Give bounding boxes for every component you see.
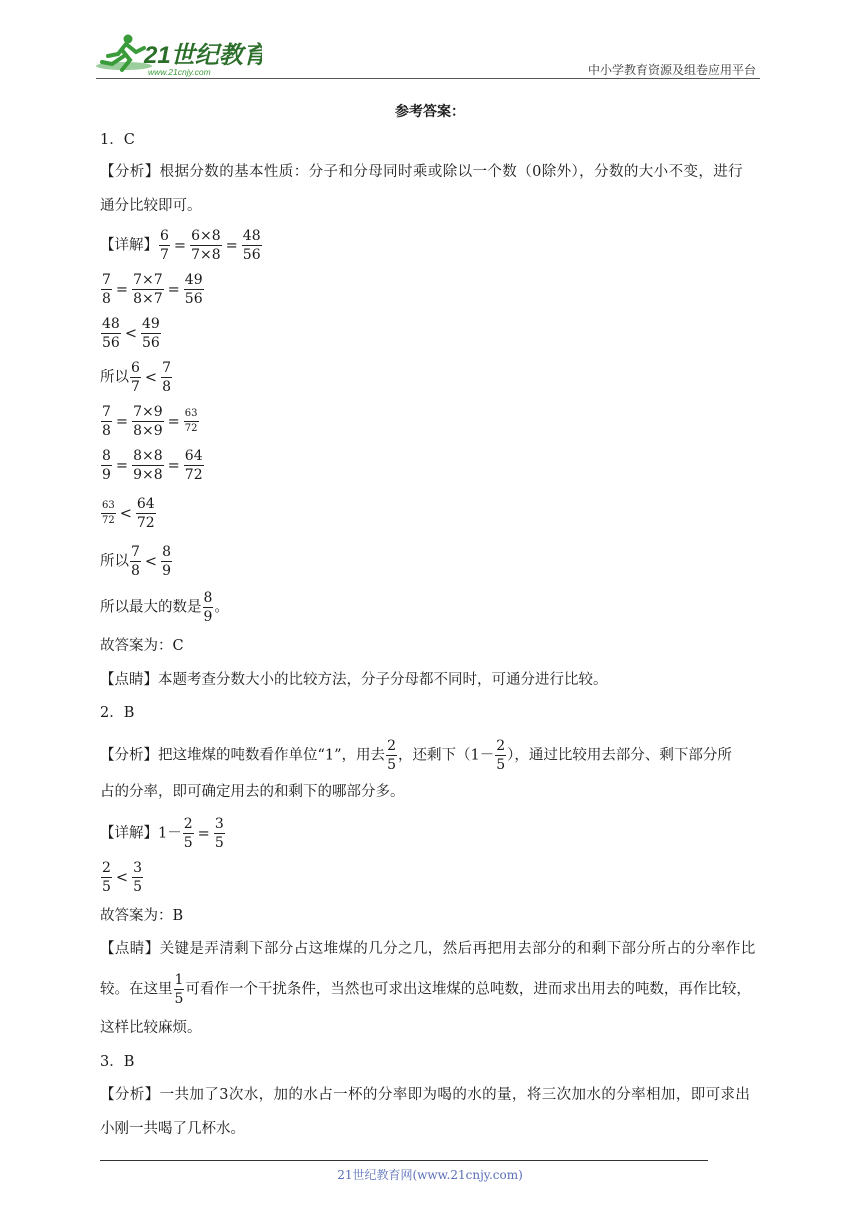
fraction: $\frac{7}{8}$: [162, 360, 171, 395]
page-title: 参考答案：: [395, 104, 465, 120]
q1-detail-line4: 所以 $\frac{6}{7}$ < $\frac{7}{8}$: [100, 360, 171, 395]
q1-number: 1．C: [100, 132, 135, 148]
q2-analysis-line2: 占的分率，即可确定用去的和剩下的哪部分多。: [100, 784, 405, 800]
footer-divider: [100, 1160, 708, 1161]
q1-detail-line2: $\frac{7}{8}$ = $\frac{7\times 7}{8\times 7}$ = $\frac{49}{56}$: [102, 272, 203, 307]
fraction: $\frac{6\times 8}{7\times 8}$: [191, 228, 221, 263]
fraction: $\frac{7\times 7}{8\times 7}$: [133, 272, 163, 307]
fraction: $\frac{8}{9}$: [203, 590, 213, 625]
q2-analysis-line1: 【分析】把这堆煤的吨数看作单位“1”，用去 $\frac{2}{5}$ ，还剩下（1－ $\frac{2}{5}$ ），通过比较用去部分、剩下部分所: [100, 738, 732, 773]
fraction: $\frac{48}{56}$: [242, 228, 261, 263]
q2-comment-line2: 较。在这里 $\frac{1}{5}$ 可看作一个干扰条件，当然也可求出这堆煤的总吨数，进而求出用去的吨数，再作比较，: [100, 972, 751, 1007]
detail-label: 【详解】: [100, 237, 158, 254]
q2-comment-line3: 这样比较麻烦。: [100, 1020, 202, 1036]
q2-number: 2．B: [100, 705, 135, 721]
q1-detail-line7: $\frac{63}{72}$ < $\frac{64}{72}$: [102, 496, 155, 531]
fraction: $\frac{48}{56}$: [102, 316, 120, 351]
fraction: $\frac{6}{7}$: [160, 228, 169, 263]
fraction: $\frac{8\times 8}{9\times 8}$: [133, 448, 163, 483]
fraction: $\frac{2}{5}$: [387, 738, 396, 773]
q3-analysis-line2: 小刚一共喝了几杯水。: [100, 1121, 245, 1137]
fraction: $\frac{49}{56}$: [184, 272, 203, 307]
q2-detail-line2: $\frac{2}{5}$ < $\frac{3}{5}$: [102, 860, 142, 895]
q1-detail-line8: 所以 $\frac{7}{8}$ < $\frac{8}{9}$: [100, 544, 171, 579]
site-name: 中小学教育资源及组卷应用平台: [587, 63, 756, 77]
fraction: $\frac{7}{8}$: [131, 544, 140, 579]
logo-text: 21世纪教育: [144, 42, 262, 69]
q1-detail-line1: 【详解】 $\frac{6}{7}$ = $\frac{6\times 8}{7\times 8}$ = $\frac{48}{56}$: [100, 228, 261, 263]
footer-link[interactable]: 21世纪教育网(www.21cnjy.com): [337, 1168, 523, 1182]
q1-comment: 【点睛】本题考查分数大小的比较方法，分子分母都不同时，可通分进行比较。: [100, 672, 608, 688]
fraction: $\frac{1}{5}$: [174, 972, 184, 1007]
fraction: $\frac{7}{8}$: [102, 404, 111, 439]
q2-answer: 故答案为：B: [100, 908, 184, 924]
q1-detail-line6: $\frac{8}{9}$ = $\frac{8\times 8}{9\times 8}$ = $\frac{64}{72}$: [102, 448, 203, 483]
q1-answer: 故答案为：C: [100, 638, 184, 654]
header-divider: [96, 78, 760, 79]
q1-conclusion: 所以最大的数是 $\frac{8}{9}$ 。: [100, 590, 229, 625]
fraction: $\frac{49}{56}$: [141, 316, 160, 351]
q1-analysis-line1: 【分析】根据分数的基本性质：分子和分母同时乘或除以一个数（0除外），分数的大小不变，进行: [100, 164, 744, 180]
fraction: $\frac{63}{72}$: [102, 500, 115, 526]
q3-analysis-line1: 【分析】一共加了3次水，加的水占一杯的分率即为喝的水的量，将三次加水的分率相加，即可求出: [100, 1087, 751, 1103]
fraction: $\frac{64}{72}$: [184, 448, 203, 483]
logo-url: www.21cnjy.com: [148, 67, 211, 77]
fraction: $\frac{63}{72}$: [184, 408, 198, 434]
fraction: $\frac{2}{5}$: [183, 816, 193, 851]
fraction: $\frac{3}{5}$: [214, 816, 224, 851]
fraction: $\frac{64}{72}$: [136, 496, 155, 531]
fraction: $\frac{6}{7}$: [131, 360, 140, 395]
fraction: $\frac{7\times 9}{8\times 9}$: [133, 404, 163, 439]
fraction: $\frac{2}{5}$: [102, 860, 111, 895]
fraction: $\frac{7}{8}$: [102, 272, 111, 307]
q1-analysis-line2: 通分比较即可。: [100, 198, 202, 214]
q3-number: 3．B: [100, 1054, 135, 1070]
fraction: $\frac{8}{9}$: [102, 448, 111, 483]
fraction: $\frac{2}{5}$: [496, 738, 506, 773]
logo: [92, 30, 262, 78]
q2-detail-line1: 【详解】1－ $\frac{2}{5}$ = $\frac{3}{5}$: [100, 816, 224, 851]
fraction: $\frac{3}{5}$: [133, 860, 142, 895]
q2-comment-line1: 【点睛】关键是弄清剩下部分占这堆煤的几分之几，然后再把用去部分的和剩下部分所占的分率作比: [100, 941, 756, 957]
fraction: $\frac{8}{9}$: [162, 544, 171, 579]
q1-detail-line5: $\frac{7}{8}$ = $\frac{7\times 9}{8\times 9}$ = $\frac{63}{72}$: [102, 404, 198, 439]
q1-detail-line3: $\frac{48}{56}$ < $\frac{49}{56}$: [102, 316, 160, 351]
